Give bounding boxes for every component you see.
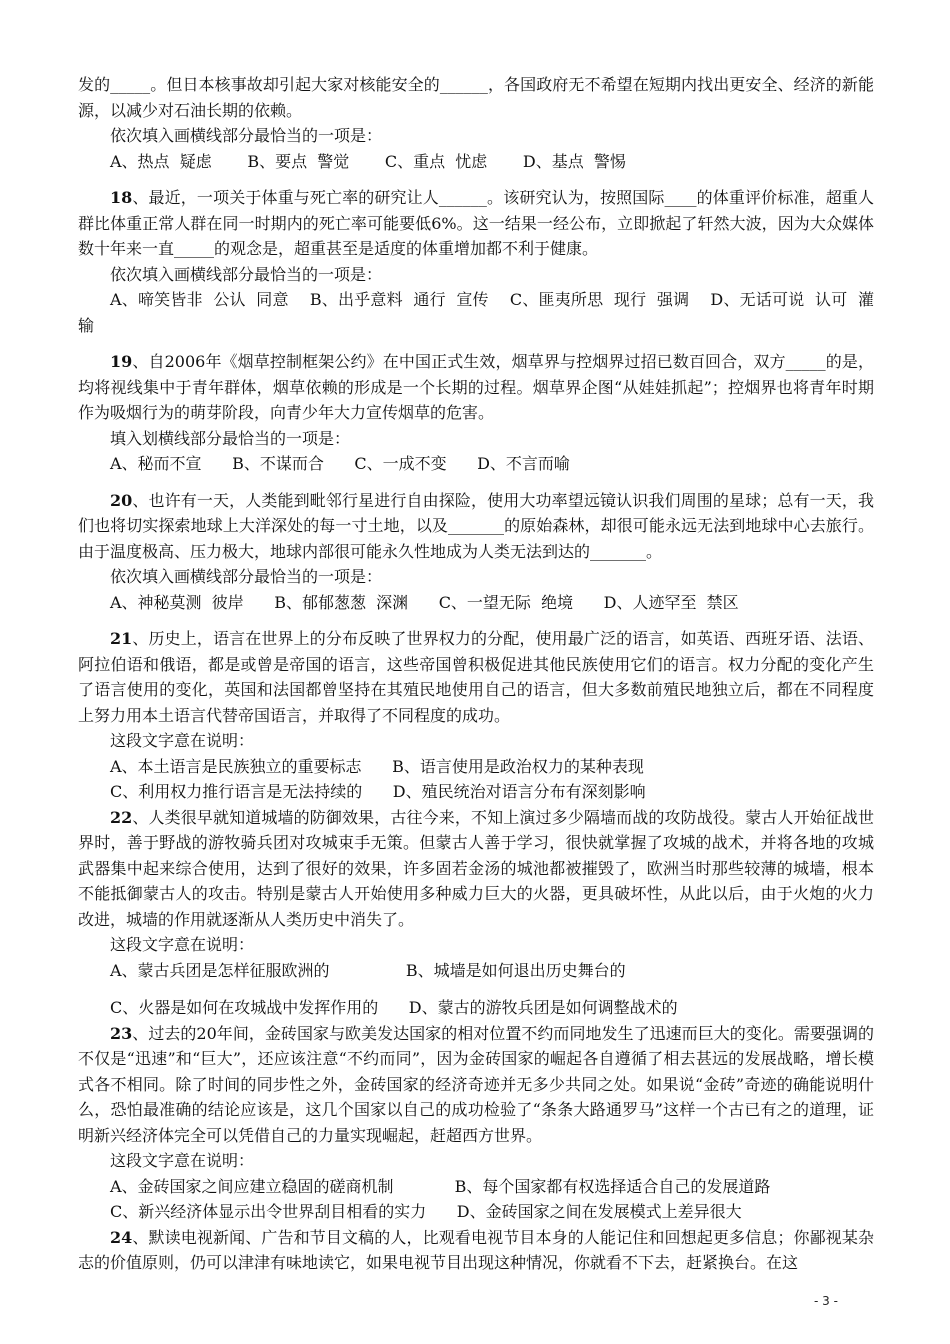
question-18-prompt: 依次填入画横线部分最恰当的一项是： (110, 264, 383, 284)
question-24-text: 24、默读电视新闻、广告和节目文稿的人，比观看电视节目本身的人能记住和回想起更多信息；你鄙视某杂志的价值原则，仍可以津津有味地读它，如果电视节目出现这种情况，你就看不下去，赶紧换台。在这 (78, 1227, 874, 1272)
question-23-prompt: 这段文字意在说明： (110, 1151, 255, 1170)
question-21-option-row: A、本土语言是民族独立的重要标志 B、语言使用是政治权力的某种表现 (110, 756, 644, 776)
question-21-prompt: 这段文字意在说明： (110, 731, 255, 750)
page-number: - 3 - (814, 1294, 838, 1308)
continuation-options: A、热点 疑虑 B、要点 警觉 C、重点 忧虑 D、基点 警惕 (110, 151, 626, 171)
question-21-option-row: C、利用权力推行语言是无法持续的 D、殖民统治对语言分布有深刻影响 (110, 782, 646, 801)
question-19-prompt: 填入划横线部分最恰当的一项是： (110, 428, 351, 448)
question-number: 23 (110, 1023, 133, 1043)
question-number: 19 (110, 352, 133, 371)
question-23-option-row: A、金砖国家之间应建立稳固的磋商机制 B、每个国家都有权选择适合自己的发展道路 (110, 1176, 771, 1196)
question-20-options: A、神秘莫测 彼岸 B、郁郁葱葱 深渊 C、一望无际 绝境 D、人迹罕至 禁区 (110, 592, 739, 612)
question-number: 24 (110, 1227, 133, 1247)
question-21-text: 21、历史上，语言在世界上的分布反映了世界权力的分配，使用最广泛的语言，如英语、西班牙语、法语、阿拉伯语和俄语，都是或曾是帝国的语言，这些帝国曾积极促进其他民族使用它们的语言。权力分配的变化产生了语言使用的变化，英国和法国都曾坚持在其殖民地使用自己的语言，但大多数前殖民地独立后，都在不同程度上努力用本土语言代替帝国语言，并取得了不同程度的成功。 (78, 629, 874, 725)
question-number: 21 (110, 629, 133, 648)
question-19-options: A、秘而不宣 B、不谋而合 C、一成不变 D、不言而喻 (110, 454, 570, 473)
continuation-paragraph: 发的_____。但日本核事故却引起大家对核能安全的______，各国政府无不希望在短期内找出更安全、经济的新能源，以减少对石油长期的依赖。 (78, 75, 874, 120)
question-18-options: A、啼笑皆非 公认 同意 B、出乎意料 通行 宣传 C、匪夷所思 现行 强调 D、无话可说 认可 灌输 (78, 290, 874, 335)
question-18-text: 18、最近，一项关于体重与死亡率的研究让人______。该研究认为，按照国际____的体重评价标准，超重人群比体重正常人群在同一时期内的死亡率可能要低6%。这一结果一经公布，立即掀起了轩然大波，因为大众媒体数十年来一直_____的观念是，超重甚至是适度的体重增加都不利于健康。 (78, 188, 874, 258)
question-22-option-row: A、蒙古兵团是怎样征服欧洲的 B、城墙是如何退出历史舞台的 (110, 960, 626, 980)
question-22-text: 22、人类很早就知道城墙的防御效果，古往今来，不知上演过多少隔墙而战的攻防战役。蒙古人开始征战世界时，善于野战的游牧骑兵团对攻城束手无策。但蒙古人善于学习，很快就掌握了攻城的战术，并将各地的攻城武器集中起来综合使用，达到了很好的效果，许多固若金汤的城池都被摧毁了，欧洲当时那些较薄的城墙，根本不能抵御蒙古人的攻击。特别是蒙古人开始使用多种威力巨大的火器，更具破坏性，从此以后，由于火炮的火力改进，城墙的作用就逐渐从人类历史中消失了。 (78, 807, 874, 929)
question-23-text: 23、过去的20年间，金砖国家与欧美发达国家的相对位置不约而同地发生了迅速而巨大的变化。需要强调的不仅是“迅速”和“巨大”，还应该注意“不约而同”，因为金砖国家的崛起各自遵循了相去甚远的发展战略，增长模式各不相同。除了时间的同步性之外，金砖国家的经济奇迹并无多少共同之处。如果说“金砖”奇迹的确能说明什么，恐怕最准确的结论应该是，这几个国家以自己的成功检验了“条条大路通罗马”这样一个古已有之的道理，证明新兴经济体完全可以凭借自己的力量实现崛起，赶超西方世界。 (78, 1023, 874, 1145)
question-20-prompt: 依次填入画横线部分最恰当的一项是： (110, 567, 383, 586)
question-number: 18 (110, 188, 133, 207)
question-22-option-row: C、火器是如何在攻城战中发挥作用的 D、蒙古的游牧兵团是如何调整战术的 (110, 998, 678, 1017)
question-number: 20 (110, 490, 133, 510)
question-20-text: 20、也许有一天，人类能到毗邻行星进行自由探险，使用大功率望远镜认识我们周围的星球；总有一天，我们也将切实探索地球上大洋深处的每一寸土地，以及_______的原始森林，却很可能永远无法到地球中心去旅行。由于温度极高、压力极大，地球内部很可能永久性地成为人类无法到达的_______。 (78, 490, 874, 561)
question-22-prompt: 这段文字意在说明： (110, 935, 255, 954)
question-number: 22 (110, 807, 133, 827)
question-19-text: 19、自2006年《烟草控制框架公约》在中国正式生效，烟草界与控烟界过招已数百回合，双方_____的是，均将视线集中于青年群体，烟草依赖的形成是一个长期的过程。烟草界企图“从娃娃抓起”；控烟界也将青年时期作为吸烟行为的萌芽阶段，向青少年大力宣传烟草的危害。 (78, 352, 874, 422)
question-23-option-row: C、新兴经济体显示出令世界刮目相看的实力 D、金砖国家之间在发展模式上差异很大 (110, 1202, 742, 1221)
document-page (78, 72, 874, 1276)
continuation-prompt: 依次填入画横线部分最恰当的一项是： (110, 126, 383, 145)
